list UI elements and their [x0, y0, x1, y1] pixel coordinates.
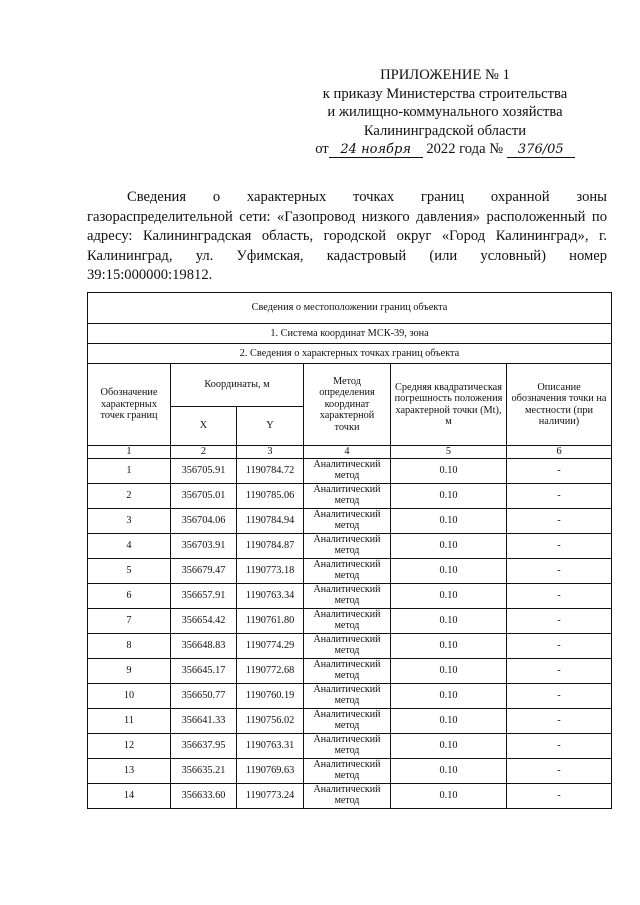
y-coordinate-cell: 1190785.06	[237, 483, 304, 508]
x-coordinate-cell: 356635.21	[171, 758, 237, 783]
method-cell: Аналитический метод	[304, 708, 391, 733]
info-paragraph	[87, 188, 607, 286]
table-row	[88, 533, 612, 558]
y-coordinate-cell: 1190773.18	[237, 558, 304, 583]
points-section-row	[88, 344, 612, 364]
handwritten-date: 24 ноября	[329, 143, 423, 158]
header-error: Средняя квадратическая погрешность положения характерной точки (Mt), м	[391, 364, 507, 446]
point-number-cell: 10	[88, 683, 171, 708]
info-text: Сведения о характерных точках границ охранной зоны газораспределительной сети: «Газопровод низкого давления» расположенный по адресу: Калининградская область, городской округ «Город Калининград», г. Калининград, ул. Уфимская, кадастровый (или условный) номер 39:15:000000:19812.	[87, 189, 607, 284]
y-coordinate-cell: 1190773.24	[237, 783, 304, 808]
coordinate-system-row	[88, 324, 612, 344]
column-index: 2	[171, 446, 237, 459]
description-cell: -	[507, 483, 612, 508]
coordinate-system: 1. Система координат МСК-39, зона	[88, 324, 612, 344]
y-coordinate-cell: 1190763.34	[237, 583, 304, 608]
appendix-date-line	[300, 140, 590, 159]
description-cell: -	[507, 733, 612, 758]
error-cell: 0.10	[391, 758, 507, 783]
y-coordinate-cell: 1190784.72	[237, 458, 304, 483]
method-cell: Аналитический метод	[304, 733, 391, 758]
x-coordinate-cell: 356648.83	[171, 633, 237, 658]
method-cell: Аналитический метод	[304, 658, 391, 683]
appendix-block	[300, 66, 590, 159]
method-cell: Аналитический метод	[304, 783, 391, 808]
error-cell: 0.10	[391, 658, 507, 683]
description-cell: -	[507, 658, 612, 683]
y-coordinate-cell: 1190784.94	[237, 508, 304, 533]
x-coordinate-cell: 356705.01	[171, 483, 237, 508]
y-coordinate-cell: 1190760.19	[237, 683, 304, 708]
point-number-cell: 7	[88, 608, 171, 633]
y-coordinate-cell: 1190772.68	[237, 658, 304, 683]
point-number-cell: 4	[88, 533, 171, 558]
error-cell: 0.10	[391, 608, 507, 633]
point-number-cell: 11	[88, 708, 171, 733]
description-cell: -	[507, 508, 612, 533]
x-coordinate-cell: 356704.06	[171, 508, 237, 533]
point-number-cell: 2	[88, 483, 171, 508]
description-cell: -	[507, 558, 612, 583]
x-coordinate-cell: 356645.17	[171, 658, 237, 683]
table-row	[88, 783, 612, 808]
coordinates-table	[87, 292, 612, 809]
table-row	[88, 458, 612, 483]
table-row	[88, 508, 612, 533]
description-cell: -	[507, 458, 612, 483]
x-coordinate-cell: 356679.47	[171, 558, 237, 583]
year-text: 2022 года №	[426, 141, 504, 158]
x-coordinate-cell: 356641.33	[171, 708, 237, 733]
method-cell: Аналитический метод	[304, 458, 391, 483]
method-cell: Аналитический метод	[304, 483, 391, 508]
description-cell: -	[507, 633, 612, 658]
points-section-title: 2. Сведения о характерных точках границ объекта	[88, 344, 612, 364]
description-cell: -	[507, 783, 612, 808]
table-row	[88, 708, 612, 733]
error-cell: 0.10	[391, 633, 507, 658]
column-index: 3	[237, 446, 304, 459]
header-description: Описание обозначения точки на местности (при наличии)	[507, 364, 612, 446]
point-number-cell: 14	[88, 783, 171, 808]
table-row	[88, 583, 612, 608]
table-row	[88, 558, 612, 583]
error-cell: 0.10	[391, 533, 507, 558]
header-method: Метод определения координат характерной точки	[304, 364, 391, 446]
x-coordinate-cell: 356637.95	[171, 733, 237, 758]
error-cell: 0.10	[391, 683, 507, 708]
header-x: X	[171, 407, 237, 446]
y-coordinate-cell: 1190769.63	[237, 758, 304, 783]
column-index-row	[88, 446, 612, 459]
x-coordinate-cell: 356650.77	[171, 683, 237, 708]
table-row	[88, 758, 612, 783]
method-cell: Аналитический метод	[304, 508, 391, 533]
appendix-title: ПРИЛОЖЕНИЕ № 1	[380, 67, 510, 83]
error-cell: 0.10	[391, 733, 507, 758]
point-number-cell: 13	[88, 758, 171, 783]
method-cell: Аналитический метод	[304, 533, 391, 558]
error-cell: 0.10	[391, 708, 507, 733]
point-number-cell: 1	[88, 458, 171, 483]
column-index: 4	[304, 446, 391, 459]
point-number-cell: 3	[88, 508, 171, 533]
appendix-line-1: к приказу Министерства строительства	[322, 85, 568, 102]
x-coordinate-cell: 356657.91	[171, 583, 237, 608]
method-cell: Аналитический метод	[304, 608, 391, 633]
method-cell: Аналитический метод	[304, 583, 391, 608]
method-cell: Аналитический метод	[304, 683, 391, 708]
appendix-line-2: и жилищно-коммунального хозяйства	[327, 104, 563, 121]
x-coordinate-cell: 356703.91	[171, 533, 237, 558]
y-coordinate-cell: 1190784.87	[237, 533, 304, 558]
table-row	[88, 658, 612, 683]
method-cell: Аналитический метод	[304, 633, 391, 658]
table-row	[88, 683, 612, 708]
description-cell: -	[507, 583, 612, 608]
description-cell: -	[507, 758, 612, 783]
date-prefix: от	[315, 141, 329, 158]
header-row-1	[88, 364, 612, 407]
column-index: 6	[507, 446, 612, 459]
table-row	[88, 483, 612, 508]
table-caption: Сведения о местоположении границ объекта	[88, 293, 612, 324]
y-coordinate-cell: 1190756.02	[237, 708, 304, 733]
point-number-cell: 5	[88, 558, 171, 583]
error-cell: 0.10	[391, 508, 507, 533]
column-index: 1	[88, 446, 171, 459]
point-number-cell: 8	[88, 633, 171, 658]
error-cell: 0.10	[391, 483, 507, 508]
error-cell: 0.10	[391, 558, 507, 583]
table-row	[88, 633, 612, 658]
method-cell: Аналитический метод	[304, 758, 391, 783]
header-designation: Обозначение характерных точек границ	[88, 364, 171, 446]
description-cell: -	[507, 708, 612, 733]
description-cell: -	[507, 683, 612, 708]
description-cell: -	[507, 533, 612, 558]
point-number-cell: 12	[88, 733, 171, 758]
method-cell: Аналитический метод	[304, 558, 391, 583]
point-number-cell: 9	[88, 658, 171, 683]
table-row	[88, 733, 612, 758]
description-cell: -	[507, 608, 612, 633]
x-coordinate-cell: 356654.42	[171, 608, 237, 633]
table-row	[88, 608, 612, 633]
y-coordinate-cell: 1190761.80	[237, 608, 304, 633]
x-coordinate-cell: 356705.91	[171, 458, 237, 483]
point-number-cell: 6	[88, 583, 171, 608]
header-coords: Координаты, м	[171, 364, 304, 407]
table-caption-row	[88, 293, 612, 324]
x-coordinate-cell: 356633.60	[171, 783, 237, 808]
header-y: Y	[237, 407, 304, 446]
column-index: 5	[391, 446, 507, 459]
error-cell: 0.10	[391, 583, 507, 608]
y-coordinate-cell: 1190763.31	[237, 733, 304, 758]
y-coordinate-cell: 1190774.29	[237, 633, 304, 658]
handwritten-number: 376/05	[507, 143, 575, 158]
error-cell: 0.10	[391, 783, 507, 808]
error-cell: 0.10	[391, 458, 507, 483]
appendix-line-3: Калининградской области	[363, 122, 527, 139]
